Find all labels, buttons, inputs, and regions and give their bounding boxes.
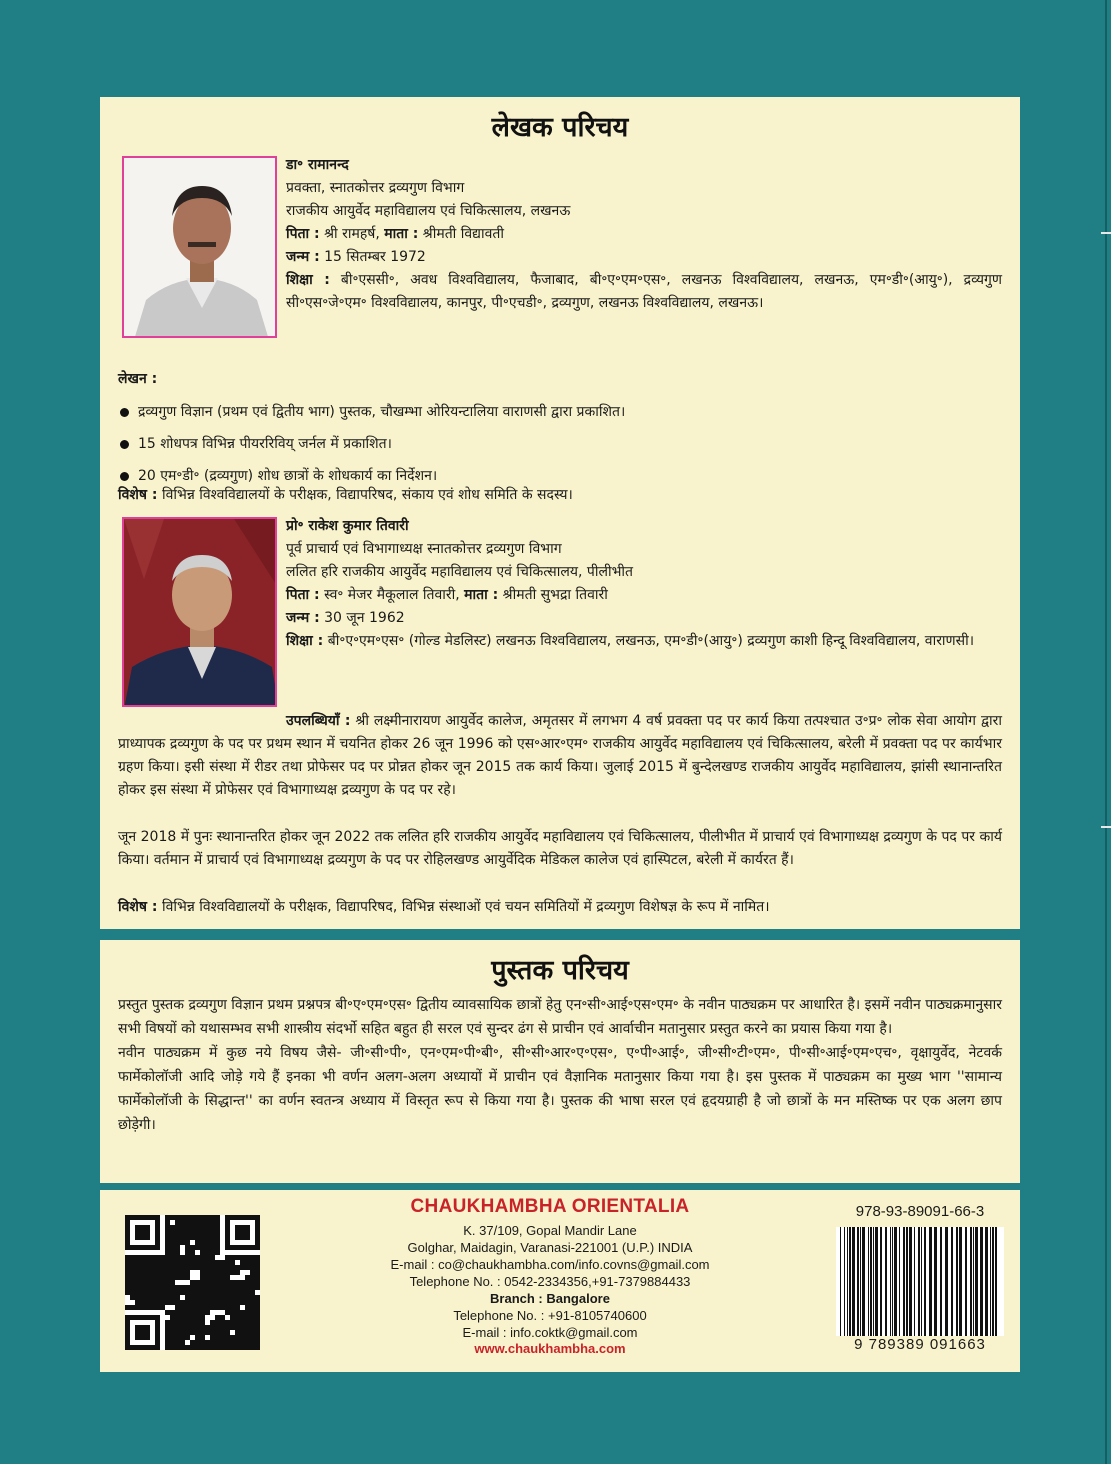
author1-bio <box>286 154 1002 315</box>
author1-writings-list <box>118 401 1002 497</box>
author2-institution: ललित हरि राजकीय आयुर्वेद महाविद्यालय एवं चिकित्सालय, पीलीभीत <box>286 564 634 580</box>
author1-special <box>118 484 1002 507</box>
author2-designation: पूर्व प्राचार्य एवं विभागाध्यक्ष स्नातकोत्तर द्रव्यगुण विभाग <box>286 541 562 557</box>
author2-parents <box>286 584 1002 607</box>
publisher-name: CHAUKHAMBHA ORIENTALIA <box>410 1196 690 1217</box>
author2-birth <box>286 607 1002 630</box>
achievements-text: श्री लक्ष्मीनारायण आयुर्वेद कालेज, अमृतसर में लगभग 4 वर्ष प्रवक्ता पद पर कार्य किया तत्पश्चात उ॰प्र॰ लोक सेवा आयोग द्वारा प्राध्यापक द्रव्यगुण के पद पर प्रथम स्थान में चयनित होकर 26 जून 1996 को एस॰आर॰एम॰ राजकीय आयुर्वेद महाविद्यालय एवं चिकित्सालय, बरेली में प्रवक्ता पद पर कार्यभार ग्रहण किया। इसी संस्था में रीडर तथा प्रोफेसर पद पर प्रोन्नत होकर जून 2015 तक कार्य किया। जुलाई 2015 में बुन्देलखण्ड राजकीय आयुर्वेद महाविद्यालय, झांसी स्थानान्तरित होकर इस संस्था में प्रोफेसर एवं विभागाध्यक्ष द्रव्यगुण के पद पर रहे। <box>118 713 1003 798</box>
father-name: स्व॰ मेजर मैकूलाल तिवारी, <box>319 587 465 603</box>
barcode <box>836 1227 1004 1347</box>
special-label: विशेष : <box>118 899 158 915</box>
mother-name: श्रीमती विद्यावती <box>418 226 505 242</box>
list-item-text: 20 एम॰डी॰ (द्रव्यगुण) शोध छात्रों के शोधकार्य का निर्देशन। <box>138 468 438 484</box>
paragraph-text: जून 2018 में पुनः स्थानान्तरित होकर जून 2022 तक ललित हरि राजकीय आयुर्वेद महाविद्यालय एवं चिकित्सालय, पीलीभीत में प्राचार्य एवं विभागाध्यक्ष द्रव्यगुण के पद पर कार्य किया। वर्तमान में प्राचार्य एवं विभागाध्यक्ष द्रव्यगुण के पद पर रोहिलखण्ड आयुर्वेदिक मेडिकल कालेज एवं हास्पिटल, बरेली में कार्यरत हैं। <box>118 829 1002 868</box>
cover-edge-line <box>1105 0 1107 1464</box>
publisher-website: www.chaukhambha.com <box>474 1341 626 1356</box>
qr-code <box>125 1215 260 1350</box>
special-text: विभिन्न विश्वविद्यालयों के परीक्षक, विद्यापरिषद, संकाय एवं शोध समिति के सदस्य। <box>157 487 573 503</box>
father-label: पिता : <box>286 226 320 242</box>
education-text: बी॰ए॰एम॰एस॰ (गोल्ड मेडलिस्ट) लखनऊ विश्वविद्यालय, लखनऊ, एम॰डी॰(आयु॰) द्रव्यगुण काशी हिन्दू विश्वविद्यालय, वाराणसी। <box>323 633 975 649</box>
education-text: बी॰एससी॰, अवध विश्वविद्यालय, फैजाबाद, बी॰ए॰एम॰एस॰, लखनऊ विश्वविद्यालय, लखनऊ, एम॰डी॰(आयु॰), द्रव्यगुण सी॰एस॰जे॰एम॰ विश्वविद्यालय, कानपुर, पी॰एचडी॰, द्रव्यगुण, लखनऊ विश्वविद्यालय, लखनऊ। <box>286 272 1002 311</box>
branch-email: E-mail : info.coktk@gmail.com <box>462 1325 638 1340</box>
book-paragraph-1: प्रस्तुत पुस्तक द्रव्यगुण विज्ञान प्रथम प्रश्नपत्र बी॰ए॰एम॰एस॰ द्वितीय व्यावसायिक छात्रों हेतु एन॰सी॰आई॰एस॰एम॰ के नवीन पाठ्यक्रम पर आधारित है। इसमें नवीन पाठ्यक्रमानुसार सभी विषयों को यथासम्भव सभी शास्त्रीय संदर्भो सहित बहुत ही सरल एवं सुन्दर ढंग से प्राचीन एवं आर्वाचीन मतानुसार प्रस्तुत करने का प्रयास किया गया है। <box>118 997 1002 1037</box>
birth-label: जन्म : <box>286 249 320 265</box>
author1-photo <box>122 156 277 338</box>
author1-writing-label <box>118 368 1002 391</box>
father-name: श्री रामहर्ष, <box>319 226 385 242</box>
bullet-icon <box>120 408 129 417</box>
book-section-title: पुस्तक परिचय <box>491 955 629 986</box>
barcode-digits: 9 789389 091663 <box>828 1336 1012 1353</box>
birth-date: 30 जून 1962 <box>319 610 405 626</box>
authors-section-title: लेखक परिचय <box>491 112 629 143</box>
author2-achievements <box>118 710 1002 802</box>
cover-edge-tick <box>1101 232 1111 234</box>
publisher-branch: Branch : Bangalore <box>490 1291 610 1306</box>
list-item <box>118 433 1002 456</box>
mother-name: श्रीमती सुभद्रा तिवारी <box>498 587 608 603</box>
birth-date: 15 सितम्बर 1972 <box>319 249 426 265</box>
author2-photo <box>122 517 277 707</box>
father-label: पिता : <box>286 587 320 603</box>
author2-education <box>286 630 1002 653</box>
publisher-telephone: Telephone No. : 0542-2334356,+91-7379884433 <box>409 1274 691 1289</box>
author1-education <box>286 269 1002 315</box>
publisher-address-2: Golghar, Maidagin, Varanasi-221001 (U.P.) INDIA <box>407 1240 693 1255</box>
author2-name: प्रो॰ राकेश कुमार तिवारी <box>286 518 409 534</box>
author1-institution: राजकीय आयुर्वेद महाविद्यालय एवं चिकित्सालय, लखनऊ <box>286 203 571 219</box>
bullet-icon <box>120 440 129 449</box>
isbn-number: 978-93-89091-66-3 <box>855 1203 985 1220</box>
mother-label: माता : <box>464 587 499 603</box>
writing-label: लेखन : <box>118 371 158 387</box>
book-paragraph-2: नवीन पाठ्यक्रम में कुछ नये विषय जैसे- जी॰सी॰पी॰, एन॰एम॰पी॰बी॰, सी॰सी॰आर॰ए॰एस॰, ए॰पी॰आई॰, जी॰सी॰टी॰एम॰, पी॰सी॰आई॰एम॰एच॰, वृक्षायुर्वेद, नेटवर्क फार्मेकोलॉजी आदि जोड़े गये हैं इनका भी वर्णन अलग-अलग अध्यायों में प्राचीन एवं वैज्ञानिक मतानुसार किया गया है। इस पुस्तक में पाठ्यक्रम का मुख्य भाग ''सामान्य फार्मेकोलॉजी के सिद्धान्त'' का वर्णन स्वतन्त्र अध्याय में विस्तृत रूप से किया गया है। पुस्तक की भाषा सरल एवं हृदयग्राही है जो छात्रों के मन मस्तिष्क पर एक अलग छाप छोड़ेगी। <box>118 1045 1002 1133</box>
publisher-address-1: K. 37/109, Gopal Mandir Lane <box>463 1223 637 1238</box>
book-panel <box>100 940 1020 1183</box>
author2-special <box>118 896 1002 919</box>
list-item-text: द्रव्यगुण विज्ञान (प्रथम एवं द्वितीय भाग) पुस्तक, चौखम्भा ओरियन्टालिया वाराणसी द्वारा प्रकाशित। <box>138 404 626 420</box>
author2-paragraph2 <box>118 826 1002 872</box>
publisher-panel <box>100 1190 1020 1372</box>
branch-telephone: Telephone No. : +91-8105740600 <box>453 1308 647 1323</box>
cover-edge-tick <box>1101 826 1111 828</box>
mother-label: माता : <box>384 226 419 242</box>
author1-birth <box>286 246 1002 269</box>
author2-bio <box>286 515 1002 653</box>
author1-parents <box>286 223 1002 246</box>
special-text: विभिन्न विश्वविद्यालयों के परीक्षक, विद्यापरिषद, विभिन्न संस्थाओं एवं चयन समितियों में द्रव्यगुण विशेषज्ञ के रूप में नामित। <box>157 899 770 915</box>
birth-label: जन्म : <box>286 610 320 626</box>
achievements-label: उपलब्धियाँ : <box>286 713 351 729</box>
education-label: शिक्षा : <box>286 272 330 288</box>
author1-name: डा॰ रामानन्द <box>286 157 349 173</box>
publisher-email: E-mail : co@chaukhambha.com/info.covns@gmail.com <box>390 1257 710 1272</box>
list-item <box>118 401 1002 424</box>
publisher-info <box>340 1196 760 1356</box>
special-label: विशेष : <box>118 487 158 503</box>
bullet-icon <box>120 472 129 481</box>
authors-panel <box>100 97 1020 929</box>
author1-designation: प्रवक्ता, स्नातकोत्तर द्रव्यगुण विभाग <box>286 180 465 196</box>
list-item-text: 15 शोधपत्र विभिन्न पीयररिविय् जर्नल में प्रकाशित। <box>138 436 392 452</box>
education-label: शिक्षा : <box>286 633 324 649</box>
